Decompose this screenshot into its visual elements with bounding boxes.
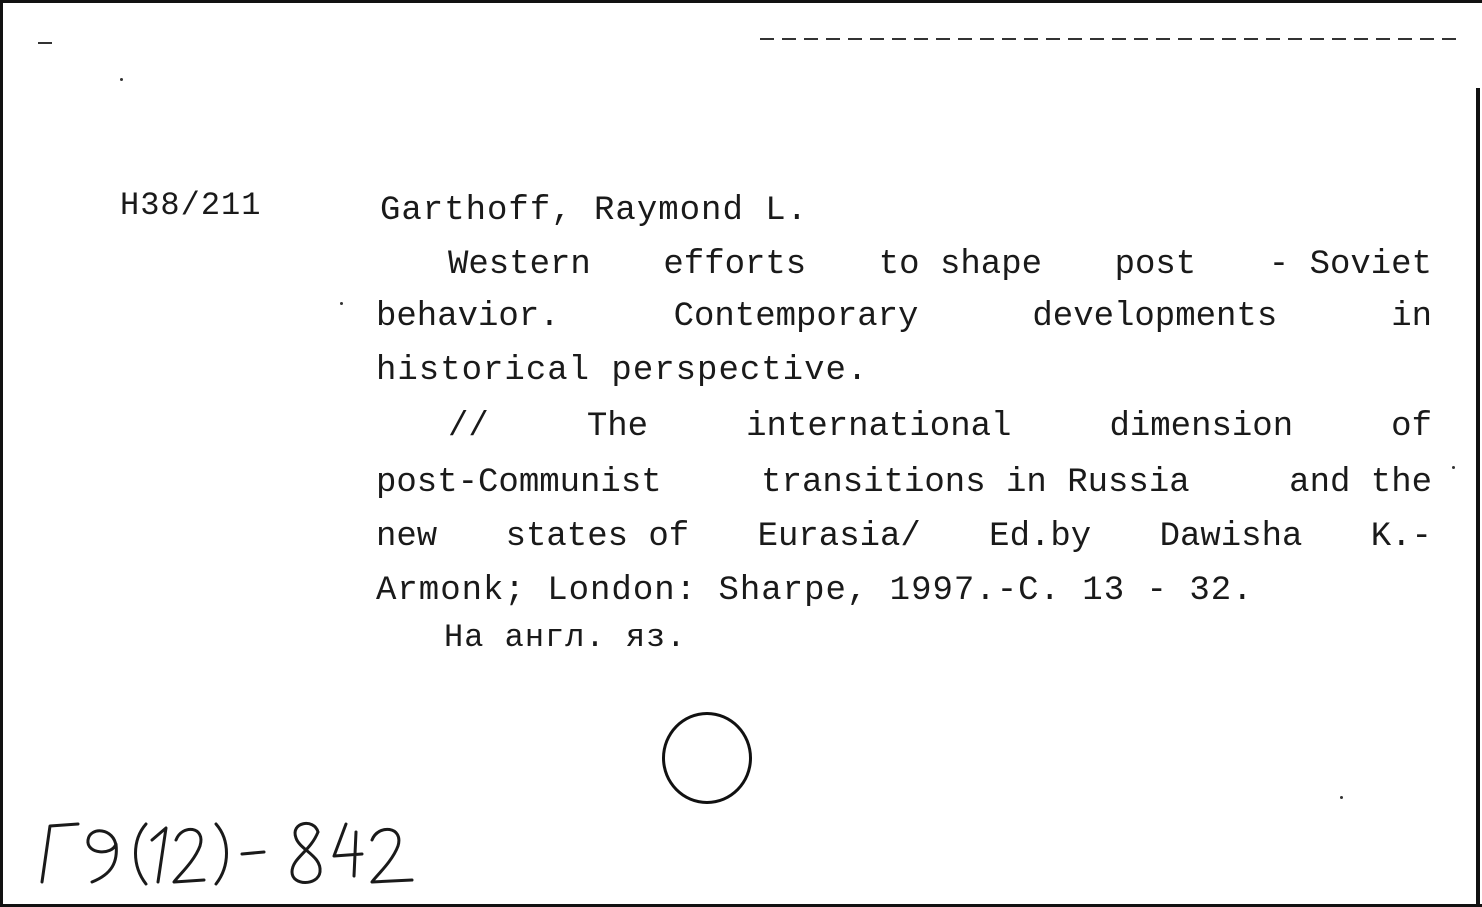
source-word: // [448, 408, 489, 446]
source-word: states of [505, 518, 690, 556]
title-word: behavior. [376, 298, 560, 336]
card-right-edge [1476, 88, 1480, 904]
handwriting-stroke [334, 824, 362, 876]
language-note: На англ. яз. [444, 619, 687, 656]
title-word: post [1114, 246, 1197, 284]
title-word: Contemporary [673, 298, 919, 336]
handwriting-stroke [152, 828, 166, 882]
card-punch-hole [662, 712, 752, 804]
title-line-1 [448, 248, 1432, 282]
handwriting-stroke [242, 852, 264, 854]
source-word: The [586, 408, 649, 446]
handwritten-shelfmark [28, 810, 428, 890]
scan-speck [120, 78, 123, 81]
source-line-2 [376, 466, 1432, 500]
scan-speck [340, 302, 343, 305]
handwriting-stroke [372, 829, 412, 882]
scan-artifact-dash [38, 42, 60, 44]
title-word: - Soviet [1268, 246, 1432, 284]
source-word: dimension [1109, 408, 1294, 446]
source-line-3 [376, 520, 1432, 554]
source-word: of [1391, 408, 1432, 446]
author-heading: Garthoff, Raymond L. [380, 192, 809, 230]
title-word: efforts [663, 246, 807, 284]
handwriting-stroke [292, 823, 320, 882]
source-word: new [376, 518, 438, 556]
title-word: developments [1032, 298, 1278, 336]
handwriting-stroke [88, 831, 116, 882]
source-word: and the [1289, 464, 1432, 502]
title-word: Western [448, 246, 591, 284]
call-number: H38/211 [120, 187, 262, 224]
source-word: post-Communist [376, 464, 662, 502]
scan-speck [1340, 796, 1343, 799]
source-word: Eurasia/ [757, 518, 921, 556]
imprint-line: Armonk; London: Sharpe, 1997.-C. 13 - 32. [376, 572, 1254, 610]
handwriting-stroke [136, 824, 147, 884]
title-word: to shape [878, 246, 1043, 284]
source-word: K.- [1370, 518, 1432, 556]
source-word: Ed.by [989, 518, 1092, 556]
title-line-3: historical perspective. [376, 352, 869, 390]
title-word: in [1391, 298, 1432, 336]
scan-speck [1452, 466, 1455, 469]
scan-artifact-dash [760, 38, 1460, 40]
source-word: transitions in Russia [761, 464, 1190, 502]
source-word: international [746, 408, 1012, 446]
handwriting-stroke [42, 824, 78, 882]
handwriting-stroke [216, 824, 227, 884]
handwriting-stroke [174, 829, 204, 882]
title-line-2 [376, 300, 1432, 334]
source-word: Dawisha [1159, 518, 1303, 556]
source-line-1 [448, 410, 1432, 444]
